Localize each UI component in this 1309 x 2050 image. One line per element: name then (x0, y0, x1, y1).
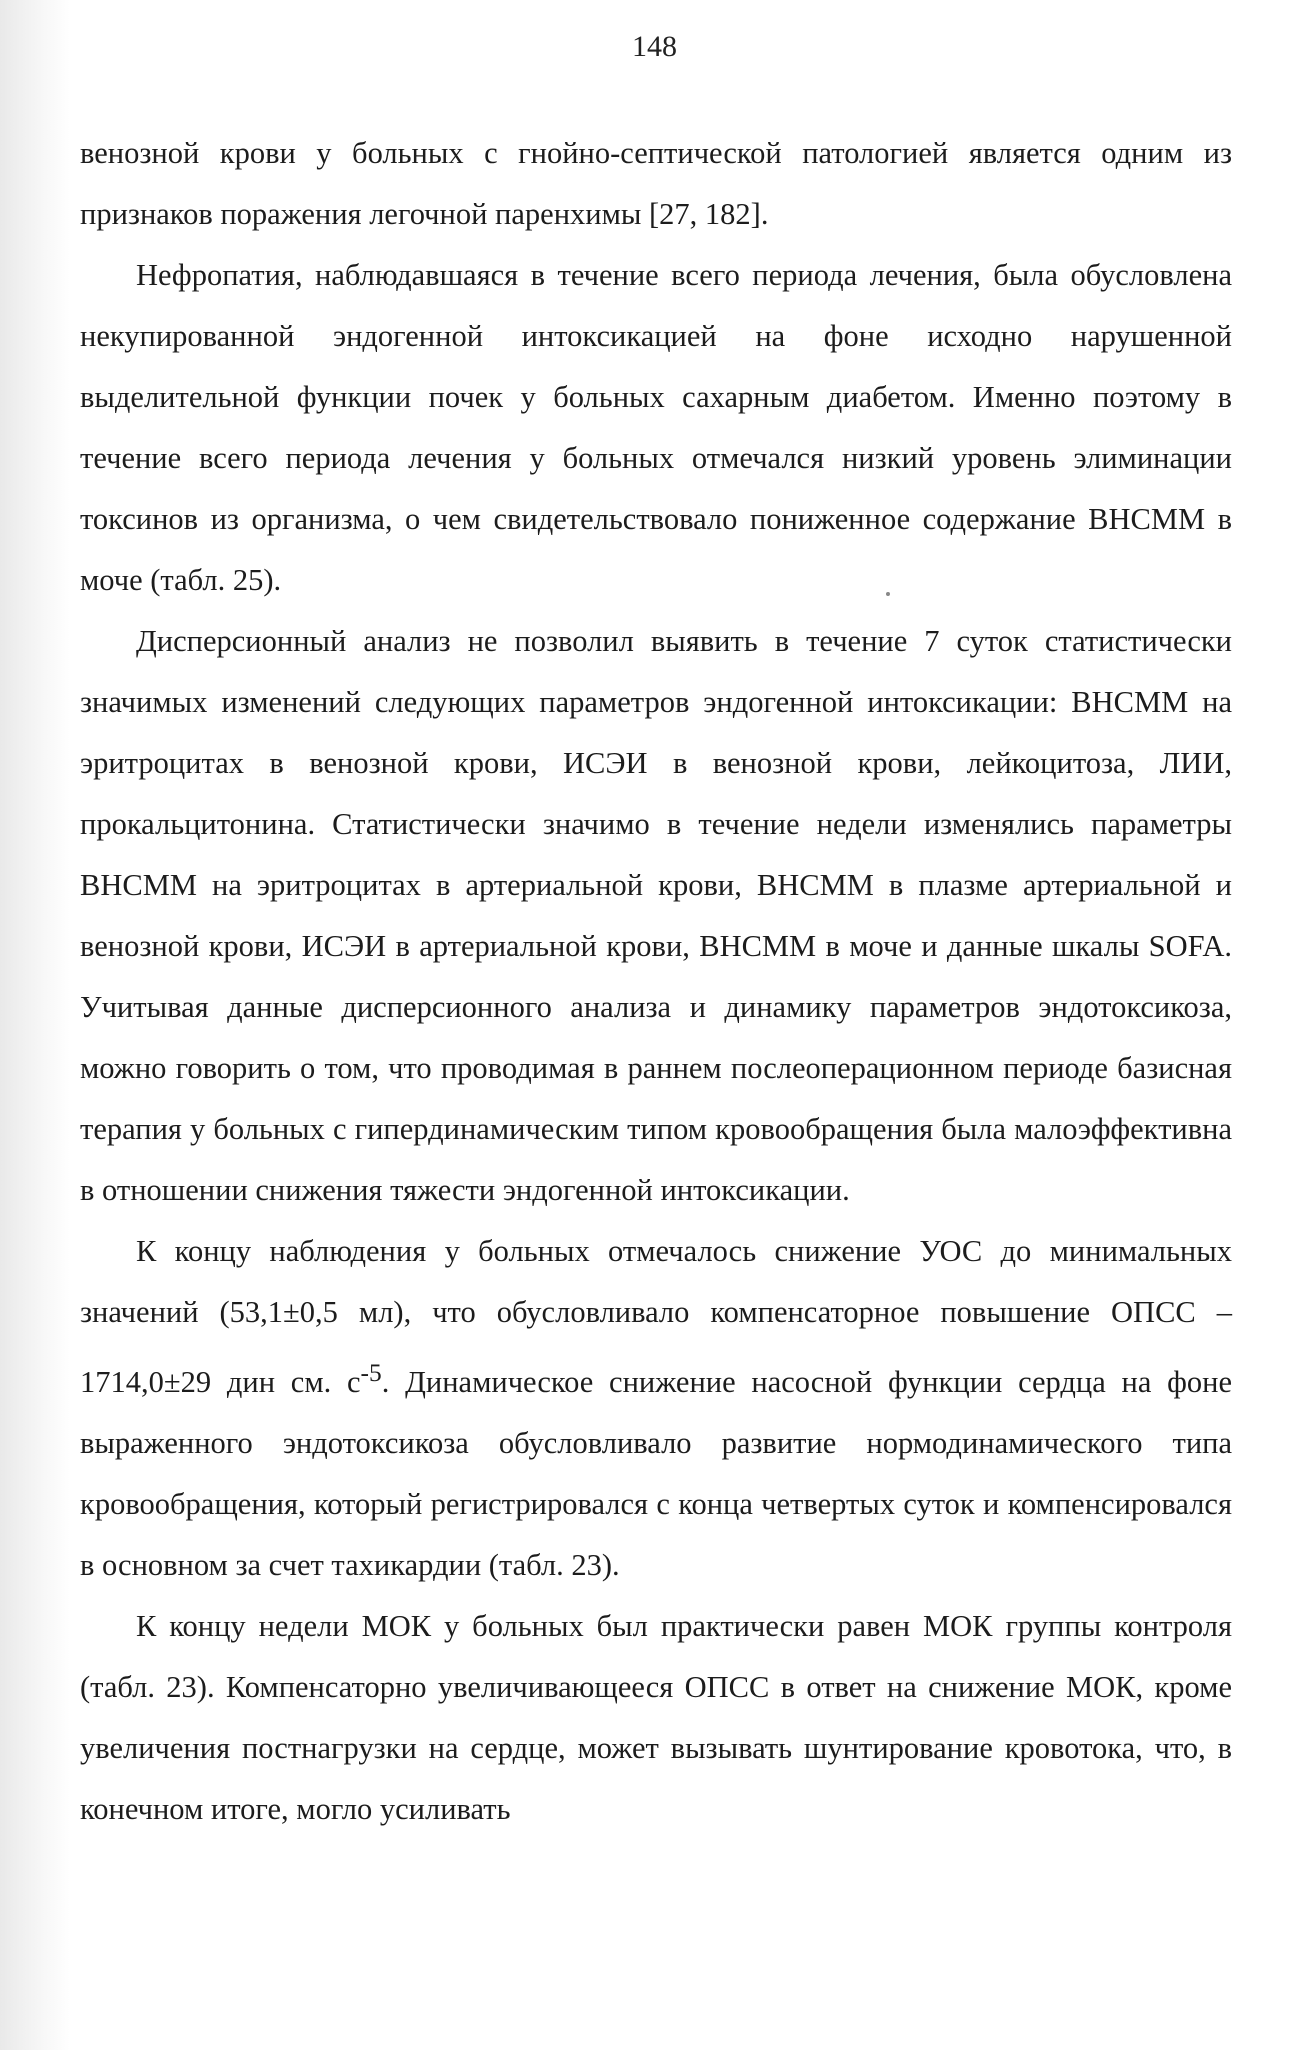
superscript-exponent: -5 (360, 1359, 382, 1387)
paragraph-text: . Динамическое снижение насосной функции сердца на фоне выраженного эндотоксикоза обусловливало развитие нормодинамического типа кровообращения, который регистрировался с конца четвертых суток и компенсировался в основном за счет тахикардии (табл. 23). (80, 1365, 1233, 1583)
paragraph-mok: К концу недели МОК у больных был практически равен МОК группы контроля (табл. 23). Компенсаторно увеличивающееся ОПСС в ответ на снижение МОК, кроме увеличения постнагрузки на сердце, может вызывать шунтирование кровотока, что, в конечном итоге, могло усиливать (80, 1609, 1232, 1827)
page-number: 148 (632, 30, 677, 63)
paragraph-observation-end (80, 1221, 1232, 1596)
paragraph-text: К концу наблюдения у больных отмечалось снижение УОС до минимальных значений (53,1±0,5 мл), что обусловливало компенсаторное повышение ОПСС – 1714,0±29 дин см. с (80, 1234, 1232, 1400)
scan-edge-shadow (0, 0, 70, 2050)
paragraph-nephropathy: Нефропатия, наблюдавшаяся в течение всего периода лечения, была обусловлена некупированной эндогенной интоксикацией на фоне исходно нарушенной выделительной функции почек у больных сахарным диабетом. Именно поэтому в течение всего периода лечения у больных отмечался низкий уровень элиминации токсинов из организма, о чем свидетельствовало пониженное содержание ВНСММ в моче (табл. 25). (80, 258, 1232, 597)
document-body (80, 123, 1232, 1840)
scan-speck (886, 592, 890, 596)
paragraph-continuation: венозной крови у больных с гнойно-септической патологией является одним из признаков поражения легочной паренхимы [27, 182]. (80, 136, 1232, 231)
paragraph-dispersion-analysis: Дисперсионный анализ не позволил выявить в течение 7 суток статистически значимых изменений следующих параметров эндогенной интоксикации: ВНСММ на эритроцитах в венозной крови, ИСЭИ в венозной крови, лейкоцитоза, ЛИИ, прокальцитонина. Статистически значимо в течение недели изменялись параметры ВНСММ на эритроцитах в артериальной крови, ВНСММ в плазме артериальной и венозной крови, ИСЭИ в артериальной крови, ВНСММ в моче и данные шкалы SOFA. Учитывая данные дисперсионного анализа и динамику параметров эндотоксикоза, можно говорить о том, что проводимая в раннем послеоперационном периоде базисная терапия у больных с гипердинамическим типом кровообращения была малоэффективна в отношении снижения тяжести эндогенной интоксикации. (80, 624, 1232, 1207)
